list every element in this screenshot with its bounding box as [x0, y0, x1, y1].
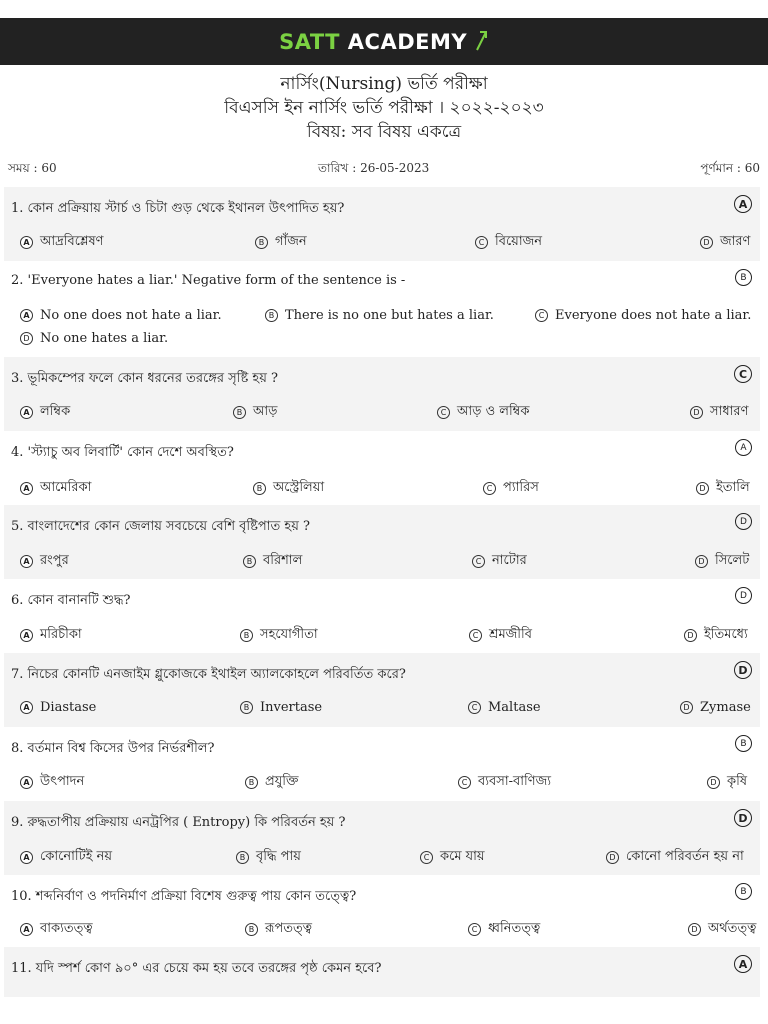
question-item	[4, 431, 760, 505]
correct-answer-badge: A	[734, 195, 752, 213]
exam-date: তারিখ : 26-05-2023	[318, 161, 430, 175]
option-label: আদ্রবিশ্লেষণ	[40, 234, 104, 249]
answer-option[interactable]	[458, 772, 551, 793]
exam-subtitle: বিএসসি ইন নার্সিং ভর্তি পরীক্ষা । ২০২২-২০২৩	[224, 98, 544, 118]
answer-option[interactable]	[20, 700, 96, 715]
question-text: 1. কোন প্রক্রিয়ায় স্টার্চ ও চিটা গুড় থেকে ইথানল উৎপাদিত হয়?	[11, 201, 345, 216]
option-bubble-icon: D	[20, 332, 33, 345]
correct-answer-badge: D	[735, 587, 752, 604]
option-bubble-icon: B	[245, 923, 258, 936]
option-label: রূপতত্ত্ব	[265, 921, 313, 936]
option-label: Diastase	[40, 700, 97, 715]
answer-option[interactable]	[20, 232, 104, 253]
answer-option[interactable]	[420, 847, 485, 868]
option-label: ধ্বনিতত্ত্ব	[488, 921, 541, 936]
option-bubble-icon: C	[468, 701, 481, 714]
answer-option[interactable]	[20, 551, 69, 572]
option-label: বরিশাল	[263, 553, 303, 568]
answer-option[interactable]	[472, 551, 527, 572]
option-label: বাক্যতত্ত্ব	[40, 921, 93, 936]
answer-option[interactable]	[468, 700, 541, 715]
option-label: শ্রমজীবি	[489, 627, 532, 642]
option-label: আমেরিকা	[40, 480, 92, 495]
option-bubble-icon: D	[688, 923, 701, 936]
answer-option[interactable]	[255, 232, 307, 253]
option-label: Maltase	[488, 700, 541, 715]
option-label: অর্থতত্ত্ব	[708, 921, 757, 936]
exam-meta	[8, 160, 760, 180]
option-bubble-icon: C	[469, 629, 482, 642]
option-bubble-icon: B	[255, 236, 268, 249]
answer-option[interactable]	[606, 847, 744, 868]
answer-option[interactable]	[707, 772, 747, 793]
question-text: 11. যদি স্পর্শ কোণ ৯০° এর চেয়ে কম হয় তবে তরঙ্গের পৃষ্ঠ কেমন হবে?	[11, 961, 382, 976]
option-label: উৎপাদন	[40, 774, 85, 789]
option-label: নাটোর	[492, 553, 527, 568]
question-text: 7. নিচের কোনটি এনজাইম গ্লুকোজকে ইথাইল অ্যালকোহলে পরিবর্তিত করে?	[11, 667, 406, 682]
option-bubble-icon: C	[420, 851, 433, 864]
question-text: 5. বাংলাদেশের কোন জেলায় সবচেয়ে বেশি বৃষ্টিপাত হয় ?	[11, 519, 310, 534]
option-label: Invertase	[260, 700, 323, 715]
question-text: 3. ভূমিকম্পের ফলে কোন ধরনের তরঙ্গের সৃষ্টি হয় ?	[11, 371, 278, 386]
logo-arrow-icon	[475, 30, 489, 52]
option-bubble-icon: B	[265, 309, 278, 322]
option-label: বিয়োজন	[495, 234, 542, 249]
option-label: Everyone does not hate a liar.	[555, 308, 752, 323]
question-item	[4, 357, 760, 431]
exam-title-block	[0, 72, 768, 144]
option-label: There is no one but hates a liar.	[285, 308, 494, 323]
option-bubble-icon: C	[468, 923, 481, 936]
correct-answer-badge: D	[735, 513, 752, 530]
option-bubble-icon: D	[700, 236, 713, 249]
question-item	[4, 947, 760, 997]
answer-option[interactable]	[535, 308, 751, 323]
correct-answer-badge: D	[734, 809, 752, 827]
option-bubble-icon: C	[458, 776, 471, 789]
option-bubble-icon: A	[20, 701, 33, 714]
question-text: 8. বর্তমান বিশ্ব কিসের উপর নির্ভরশীল?	[11, 741, 215, 756]
correct-answer-badge: D	[734, 661, 752, 679]
correct-answer-badge: C	[734, 365, 752, 383]
answer-option[interactable]	[236, 847, 301, 868]
answer-option[interactable]	[437, 402, 529, 423]
option-bubble-icon: A	[20, 309, 33, 322]
option-label: প্যারিস	[503, 480, 539, 495]
correct-answer-badge: A	[734, 955, 752, 973]
answer-option[interactable]	[20, 331, 168, 346]
option-bubble-icon: A	[20, 776, 33, 789]
question-item	[4, 579, 760, 653]
answer-option[interactable]	[20, 625, 82, 646]
answer-option[interactable]	[468, 919, 540, 940]
answer-option[interactable]	[265, 308, 494, 323]
option-bubble-icon: D	[680, 701, 693, 714]
correct-answer-badge: A	[735, 439, 752, 456]
answer-option[interactable]	[690, 402, 748, 423]
option-label: কোনোটিই নয়	[40, 849, 113, 864]
option-label: সাধারণ	[710, 404, 749, 419]
option-bubble-icon: A	[20, 406, 33, 419]
option-label: সহযোগীতা	[260, 627, 318, 642]
option-label: Zymase	[700, 700, 751, 715]
option-bubble-icon: A	[20, 482, 33, 495]
option-bubble-icon: B	[243, 555, 256, 568]
option-label: মরিচীকা	[40, 627, 82, 642]
answer-option[interactable]	[680, 700, 751, 715]
site-header	[0, 18, 768, 65]
exam-title: নার্সিং(Nursing) ভর্তি পরীক্ষা	[280, 74, 488, 94]
question-item	[4, 187, 760, 261]
option-label: অস্ট্রেলিয়া	[273, 480, 325, 495]
answer-option[interactable]	[696, 478, 750, 499]
option-bubble-icon: D	[684, 629, 697, 642]
answer-option[interactable]	[469, 625, 532, 646]
option-bubble-icon: A	[20, 555, 33, 568]
option-label: রংপুর	[40, 553, 69, 568]
answer-option[interactable]	[483, 478, 539, 499]
option-bubble-icon: C	[437, 406, 450, 419]
option-label: সিলেট	[715, 553, 750, 568]
question-item	[4, 727, 760, 801]
answer-option[interactable]	[245, 919, 312, 940]
answer-option[interactable]	[20, 478, 91, 499]
option-label: ব্যবসা-বাণিজ্য	[478, 774, 551, 789]
answer-option[interactable]	[243, 551, 302, 572]
option-label: প্রযুক্তি	[265, 774, 299, 789]
option-label: বৃদ্ধি পায়	[256, 849, 301, 864]
question-text: 9. রুদ্ধতাপীয় প্রক্রিয়ায় এনট্রপির ( Entropy) কি পরিবর্তন হয় ?	[11, 815, 346, 830]
option-label: লম্বিক	[40, 404, 71, 419]
answer-option[interactable]	[700, 232, 750, 253]
question-text: 2. 'Everyone hates a liar.' Negative form of the sentence is -	[11, 273, 406, 288]
correct-answer-badge: B	[735, 735, 752, 752]
answer-option[interactable]	[253, 478, 324, 499]
option-bubble-icon: B	[253, 482, 266, 495]
answer-option[interactable]	[240, 700, 322, 715]
correct-answer-badge: B	[735, 269, 752, 286]
answer-option[interactable]	[245, 772, 299, 793]
answer-option[interactable]	[20, 402, 70, 423]
option-bubble-icon: A	[20, 236, 33, 249]
option-bubble-icon: B	[233, 406, 246, 419]
satt-academy-logo: SATT ACADEMY	[279, 30, 489, 54]
answer-option[interactable]	[475, 232, 542, 253]
option-bubble-icon: B	[240, 701, 253, 714]
option-label: ইতালি	[716, 480, 750, 495]
answer-option[interactable]	[695, 551, 749, 572]
answer-option[interactable]	[20, 772, 84, 793]
option-bubble-icon: C	[472, 555, 485, 568]
answer-option[interactable]	[20, 919, 93, 940]
correct-answer-badge: B	[735, 883, 752, 900]
option-bubble-icon: B	[245, 776, 258, 789]
answer-option[interactable]	[240, 625, 318, 646]
option-bubble-icon: D	[690, 406, 703, 419]
answer-option[interactable]	[20, 308, 222, 323]
option-label: কমে যায়	[440, 849, 485, 864]
option-bubble-icon: D	[696, 482, 709, 495]
answer-option[interactable]	[688, 919, 756, 940]
answer-option[interactable]	[20, 847, 112, 868]
option-label: No one does not hate a liar.	[40, 308, 222, 323]
option-bubble-icon: D	[707, 776, 720, 789]
option-label: ইতিমধ্যে	[704, 627, 748, 642]
option-bubble-icon: A	[20, 851, 33, 864]
exam-full-marks: পূর্ণমান : 60	[700, 161, 760, 175]
option-label: আড়	[253, 404, 278, 419]
option-bubble-icon: C	[535, 309, 548, 322]
option-bubble-icon: B	[240, 629, 253, 642]
question-text: 4. 'স্ট্যাচু অব লিবার্টি' কোন দেশে অবস্থিত?	[11, 445, 234, 460]
option-label: জারণ	[720, 234, 751, 249]
answer-option[interactable]	[684, 625, 748, 646]
option-label: কৃষি	[727, 774, 747, 789]
option-bubble-icon: A	[20, 629, 33, 642]
answer-option[interactable]	[233, 402, 277, 423]
option-bubble-icon: D	[695, 555, 708, 568]
question-item	[4, 875, 760, 947]
option-label: গাঁজন	[275, 234, 307, 249]
option-label: কোনো পরিবর্তন হয় না	[626, 849, 744, 864]
option-bubble-icon: A	[20, 923, 33, 936]
question-text: 6. কোন বানানটি শুদ্ধ?	[11, 593, 131, 608]
exam-subject: বিষয়: সব বিষয় একত্রে	[306, 122, 462, 142]
option-label: আড় ও লম্বিক	[457, 404, 530, 419]
option-bubble-icon: C	[483, 482, 496, 495]
question-item	[4, 505, 760, 579]
option-bubble-icon: C	[475, 236, 488, 249]
option-label: No one hates a liar.	[40, 331, 169, 346]
option-bubble-icon: B	[236, 851, 249, 864]
option-bubble-icon: D	[606, 851, 619, 864]
exam-time: সময় : 60	[8, 161, 57, 175]
question-item	[4, 653, 760, 727]
question-text: 10. শব্দনির্বাণ ও পদনির্মাণ প্রক্রিয়া বিশেষ গুরুত্ব পায় কোন তত্ত্বে?	[11, 889, 357, 904]
